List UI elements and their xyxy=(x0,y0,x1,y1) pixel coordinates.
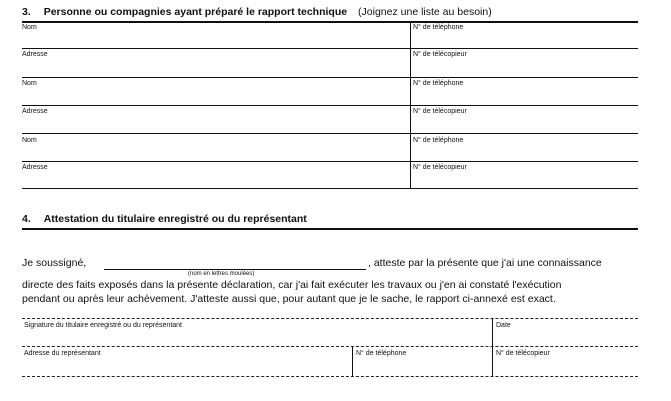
section-3-heading xyxy=(22,6,492,18)
fax-field-1[interactable]: N° de télécopieur xyxy=(413,51,467,58)
attestation-line-1-start: Je soussigné, xyxy=(22,257,87,269)
signature-field[interactable]: Signature du titulaire enregistré ou du représentant xyxy=(24,322,182,329)
representative-phone-field[interactable]: N° de téléphone xyxy=(356,350,407,357)
signature-top-rule xyxy=(22,318,638,319)
row-rule xyxy=(22,133,638,134)
row-rule xyxy=(22,105,638,106)
section-3-number: 3. xyxy=(22,6,31,18)
section-4-title: Attestation du titulaire enregistré ou du représentant xyxy=(43,213,307,225)
section-3-note: (Joignez une liste au besoin) xyxy=(358,6,492,18)
section-4-heading xyxy=(22,213,307,225)
phone-field-3[interactable]: N° de téléphone xyxy=(413,137,464,144)
name-field-2[interactable]: Nom xyxy=(22,80,37,87)
address-field-1[interactable]: Adresse xyxy=(22,51,48,58)
fax-field-3[interactable]: N° de télécopieur xyxy=(413,164,467,171)
signature-date-divider xyxy=(492,318,493,346)
representative-fax-field[interactable]: N° de télécopieur xyxy=(496,350,550,357)
representative-top-rule xyxy=(22,346,638,347)
phone-field-2[interactable]: N° de téléphone xyxy=(413,80,464,87)
address-field-3[interactable]: Adresse xyxy=(22,164,48,171)
signer-name-input[interactable] xyxy=(104,269,366,270)
attestation-line-2: directe des faits exposés dans la présente déclaration, car j'ai fait exécuter les travaux ou j'en ai constaté l'exécution xyxy=(22,279,562,291)
rep-fax-divider xyxy=(492,346,493,376)
section-4-bottom-rule xyxy=(22,376,638,377)
name-field-3[interactable]: Nom xyxy=(22,137,37,144)
row-rule xyxy=(22,77,638,78)
name-hint: (nom en lettres moulées) xyxy=(188,271,255,277)
section-3-bottom-rule xyxy=(22,188,638,189)
section-3-top-rule xyxy=(22,21,638,23)
representative-address-field[interactable]: Adresse du représentant xyxy=(24,350,101,357)
phone-field-1[interactable]: N° de téléphone xyxy=(413,24,464,31)
row-rule xyxy=(22,161,638,162)
rep-phone-divider xyxy=(352,346,353,376)
section-4-number: 4. xyxy=(22,213,31,225)
date-field[interactable]: Date xyxy=(496,322,511,329)
section-4-top-rule xyxy=(22,228,638,230)
name-field-1[interactable]: Nom xyxy=(22,24,37,31)
section-3-title: Personne ou compagnies ayant préparé le rapport technique xyxy=(43,6,348,18)
attestation-line-1-end: , atteste par la présente que j'ai une connaissance xyxy=(368,257,602,269)
attestation-line-3: pendant ou après leur achèvement. J'atteste aussi que, pour autant que je le sache, le rapport ci-annexé est exact. xyxy=(22,293,556,305)
address-field-2[interactable]: Adresse xyxy=(22,108,48,115)
fax-field-2[interactable]: N° de télécopieur xyxy=(413,108,467,115)
row-rule xyxy=(22,48,638,49)
